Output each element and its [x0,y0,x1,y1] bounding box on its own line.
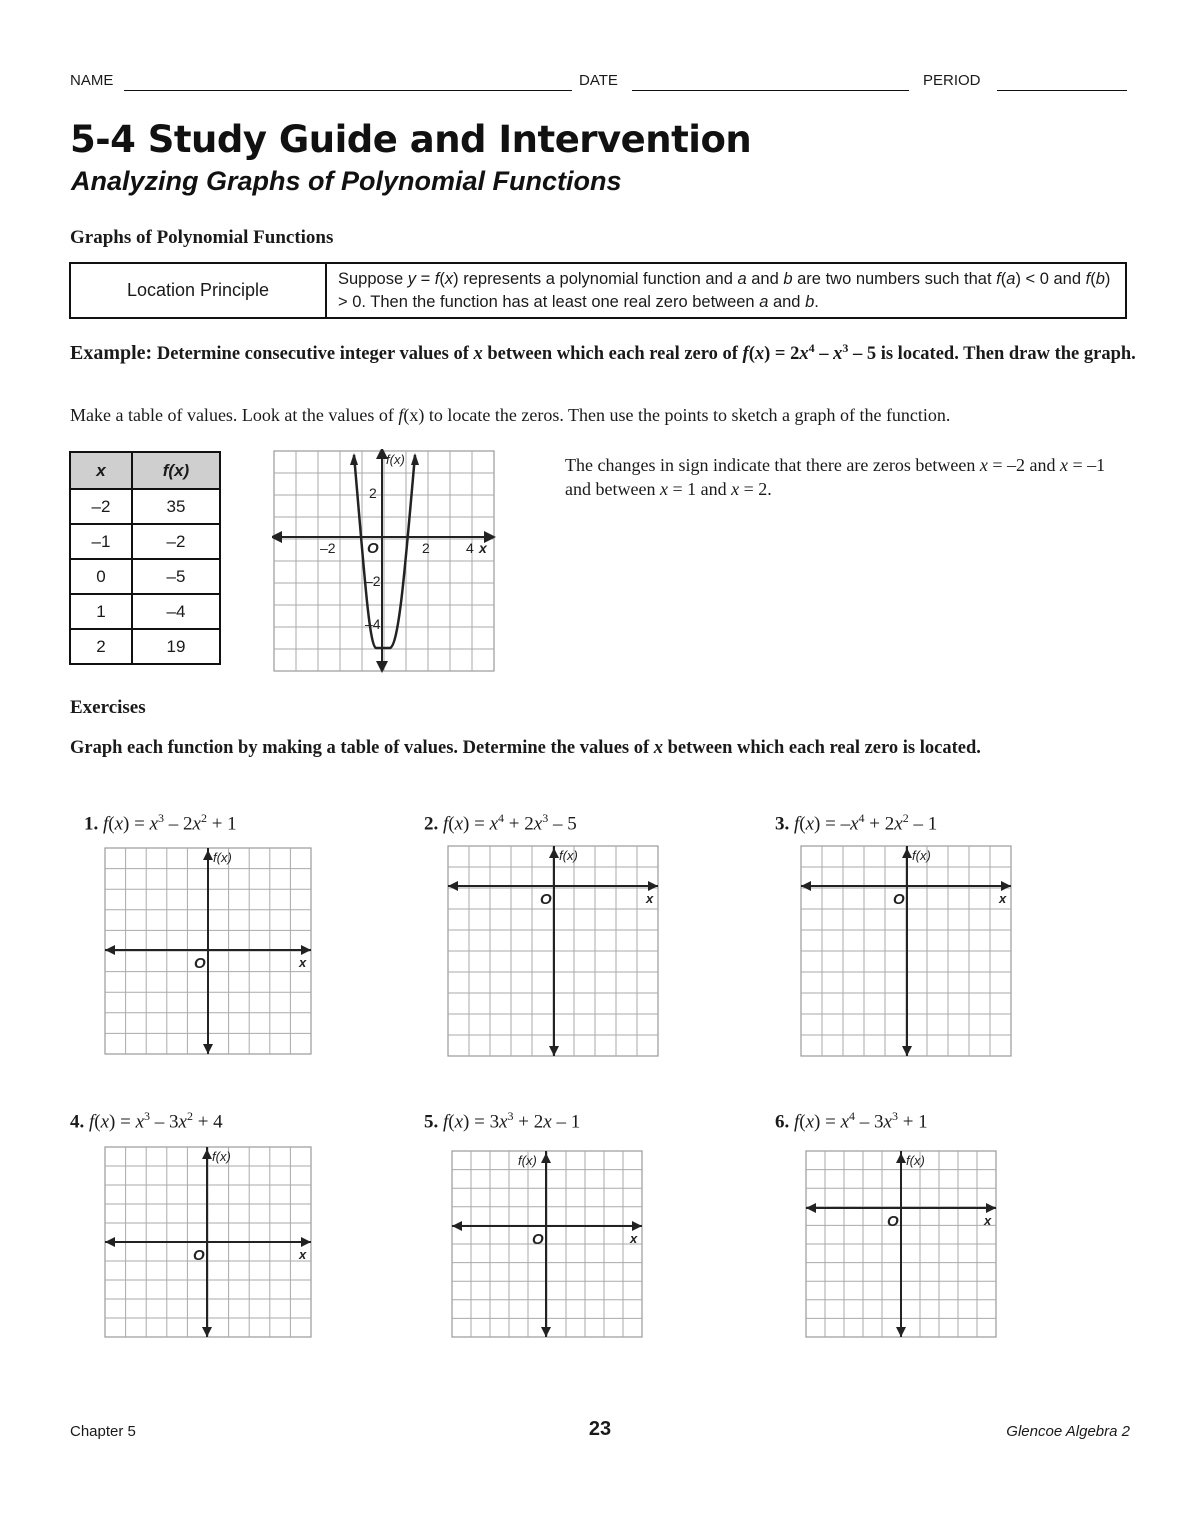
date-label: DATE [579,72,618,89]
axis-arrow [452,1221,462,1231]
graph-x-axis-label: x [984,1213,992,1228]
axis-arrow [105,1237,115,1247]
table-cell-x: –1 [70,524,132,559]
table-cell-fx: –5 [132,559,220,594]
table-cell-x: 1 [70,594,132,629]
axis-arrow [203,850,213,860]
axis-arrow [896,1327,906,1337]
graph-y-axis-label: f(x) [559,848,578,863]
exercise-6-graph[interactable] [806,1151,996,1337]
graph-origin-label: O [532,1231,544,1248]
table-cell-fx: –2 [132,524,220,559]
axis-arrow [448,881,458,891]
graph-x-axis-label: x [299,1247,307,1262]
exercise-3-label: 3. $f(x) = -x^4 + 2x^2 - 1$ [775,811,938,835]
axis-arrow [202,1327,212,1337]
graph-x-axis-label: x [999,891,1007,906]
example-origin-label: O [367,540,379,557]
example-x-tick-label: 2 [422,540,430,556]
axis-arrow [549,848,559,858]
graph-x-axis-label: x [630,1231,638,1246]
location-principle-text: Suppose y = f(x) represents a polynomial function and a and b are two numbers such that f(a) < 0 and f(b) > 0. Then the function has at least one real zero between a and b. [338,270,1111,311]
table-header-fx: f(x) [132,452,220,489]
exercise-2-graph[interactable] [448,846,658,1056]
axis-arrow [902,1046,912,1056]
exercise-1-label: 1. $f(x) = x^3 - 2x^2 + 1$ [84,811,237,835]
axis-arrow [648,881,658,891]
exercise-3-graph[interactable] [801,846,1011,1056]
graph-x-axis-label: x [646,891,654,906]
example-y-tick-label: –2 [365,573,381,589]
axis-arrow [105,945,115,955]
axis-arrow [806,1203,816,1213]
example-y-axis-label: f(x) [386,452,405,467]
exercises-heading: Exercises [70,697,146,718]
graph-origin-label: O [540,891,552,908]
graph-y-axis-label: f(x) [213,850,232,865]
axis-arrow [902,848,912,858]
exercise-4-label: 4. $f(x) = x^3 - 3x^2 + 4$ [70,1109,223,1133]
footer-chapter: Chapter 5 [70,1423,136,1440]
graph-origin-label: O [887,1213,899,1230]
axis-arrow [1001,881,1011,891]
axis-arrow [801,881,811,891]
axis-arrow [301,1237,311,1247]
page-title: 5-4 Study Guide and Intervention [70,118,752,161]
footer-page-number: 23 [588,1418,612,1440]
example-x-axis-label: x [479,540,487,556]
graph-x-axis-label: x [299,955,307,970]
graph-y-axis-label: f(x) [518,1153,537,1168]
period-label: PERIOD [923,72,981,89]
exercises-instructions: Graph each function by making a table of values. Determine the values of x between which each real zero is located. [70,738,981,758]
table-cell-fx: –4 [132,594,220,629]
table-cell-fx: 19 [132,629,220,664]
exercise-1-graph[interactable] [105,848,311,1054]
example-y-tick-label: –4 [365,616,381,632]
exercise-6-label: 6. $f(x) = x^4 - 3x^3 + 1$ [775,1109,928,1133]
table-cell-x: 2 [70,629,132,664]
exercise-5-label: 5. $f(x) = 3x^3 + 2x - 1$ [424,1109,581,1133]
changes-in-sign-text: The changes in sign indicate that there are zeros between x = –2 and x = –1 and between x = 1 and x = 2. [565,455,1106,499]
axis-arrow [896,1153,906,1163]
axis-arrow [202,1149,212,1159]
axis-arrow [301,945,311,955]
example-instructions: Make a table of values. Look at the values of f(x) to locate the zeros. Then use the points to sketch a graph of the function. [70,405,951,425]
name-label: NAME [70,72,114,89]
exercise-2-label: 2. $f(x) = x^4 + 2x^3 - 5$ [424,811,577,835]
axis-arrow [986,1203,996,1213]
example-question: Example: Determine consecutive integer values of x between which each real zero of $f(x) = 2x^4 - x^3 - 5$ is located. Then draw the graph. [70,341,1136,365]
example-y-tick-label: 2 [369,485,377,501]
graph-y-axis-label: f(x) [912,848,931,863]
example-x-tick-label: 4 [466,540,474,556]
table-cell-fx: 35 [132,489,220,524]
section-heading: Graphs of Polynomial Functions [70,227,334,248]
axis-arrow [203,1044,213,1054]
location-principle-label: Location Principle [71,264,327,317]
graph-origin-label: O [193,1247,205,1264]
axis-arrow [541,1327,551,1337]
axis-arrow [549,1046,559,1056]
footer-book-title: Glencoe Algebra 2 [1006,1423,1130,1440]
graph-y-axis-label: f(x) [212,1149,231,1164]
table-cell-x: –2 [70,489,132,524]
graph-y-axis-label: f(x) [906,1153,925,1168]
graph-origin-label: O [194,955,206,972]
exercise-5-graph[interactable] [452,1151,642,1337]
example-x-tick-label: –2 [320,540,336,556]
table-cell-x: 0 [70,559,132,594]
exercise-4-graph[interactable] [105,1147,311,1337]
graph-origin-label: O [893,891,905,908]
table-header-x: x [70,452,132,489]
axis-arrow [632,1221,642,1231]
axis-arrow [541,1153,551,1163]
page-subtitle: Analyzing Graphs of Polynomial Functions [71,166,622,196]
